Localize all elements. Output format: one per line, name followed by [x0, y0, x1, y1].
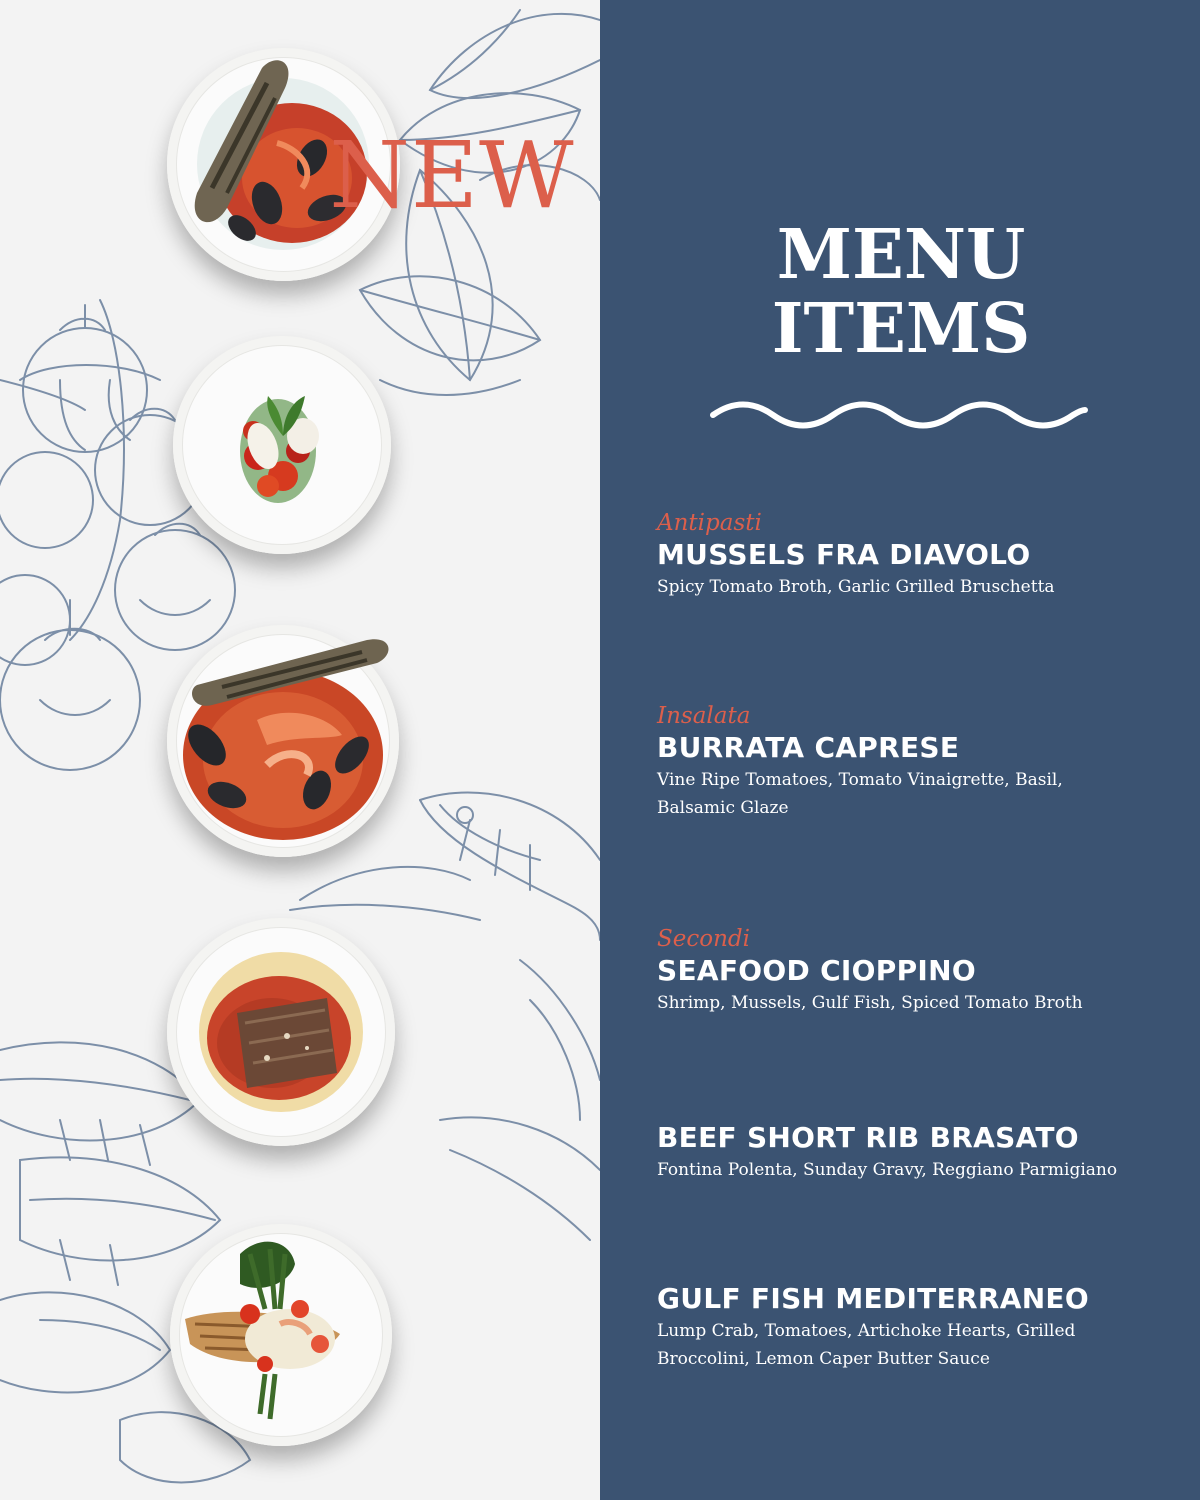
dish-photo-icon: [173, 336, 391, 554]
plate-gulf-fish-mediterraneo: [170, 1224, 392, 1446]
menu-item-beef-short-rib-brasato: [657, 1120, 1177, 1184]
item-description-line-1: Vine Ripe Tomatoes, Tomato Vinaigrette, Basil,: [657, 770, 1063, 790]
item-description: Shrimp, Mussels, Gulf Fish, Spiced Tomato Broth: [657, 993, 1083, 1013]
menu-item-burrata-caprese: [657, 702, 1177, 822]
item-name: SEAFOOD CIOPPINO: [657, 954, 976, 987]
title-line-items: ITEMS: [771, 289, 1031, 369]
plate-beef-short-rib-brasato: [167, 918, 395, 1146]
dish-photo-icon: [167, 918, 395, 1146]
item-description: Fontina Polenta, Sunday Gravy, Reggiano Parmigiano: [657, 1160, 1118, 1180]
dish-photo-icon: [170, 1224, 392, 1446]
title-new: NEW: [329, 122, 575, 229]
item-name: BURRATA CAPRESE: [657, 731, 960, 764]
plate-burrata-caprese: [173, 336, 391, 554]
plate-seafood-cioppino: [167, 625, 399, 857]
item-description-line-2: Balsamic Glaze: [657, 798, 789, 818]
item-description: Spicy Tomato Broth, Garlic Grilled Bruschetta: [657, 577, 1055, 597]
menu-item-seafood-cioppino: [657, 925, 1177, 1017]
title-line-menu: MENU: [776, 215, 1026, 295]
menu-item-gulf-fish-mediterraneo: [657, 1281, 1177, 1373]
item-category: Insalata: [657, 703, 751, 729]
item-category: Antipasti: [657, 510, 762, 536]
item-name: MUSSELS FRA DIAVOLO: [657, 538, 1031, 571]
item-name: BEEF SHORT RIB BRASATO: [657, 1121, 1079, 1154]
title-menu-items: [600, 215, 1200, 369]
dish-photo-icon: [167, 625, 399, 857]
wave-divider-icon: [710, 398, 1088, 432]
item-category: Secondi: [657, 926, 750, 952]
item-name: GULF FISH MEDITERRANEO: [657, 1282, 1089, 1315]
item-description-line-2: Broccolini, Lemon Caper Butter Sauce: [657, 1349, 990, 1369]
menu-item-mussels-fra-diavolo: [657, 509, 1177, 601]
item-description-line-1: Lump Crab, Tomatoes, Artichoke Hearts, Grilled: [657, 1321, 1076, 1341]
